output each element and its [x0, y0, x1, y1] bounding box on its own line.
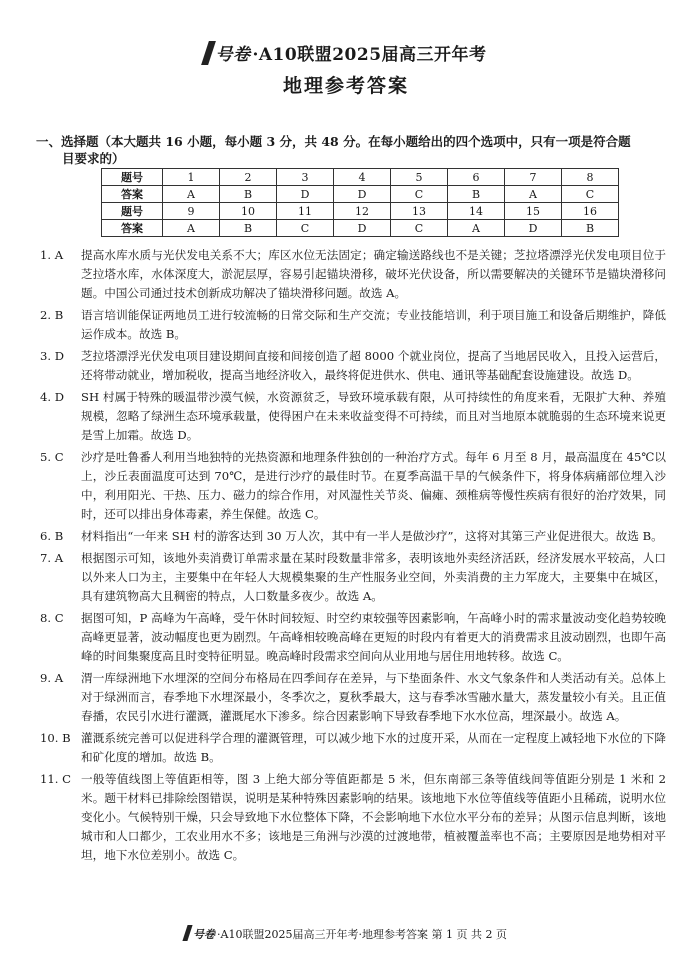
section-heading-line1: 一、选择题（本大题共 16 小题，每小题 3 分，共 48 分。在每小题给出的四个选项中，只有一项是符合题 — [36, 134, 631, 149]
footer-text: ·A10联盟2025届高三开年考·地理参考答案 第 1 页 共 2 页 — [217, 928, 507, 941]
item-text: 沙疗是吐鲁番人利用当地独特的光热资源和地理条件独创的一种治疗方式。每年 6 月至 8 月，最高温度在 45℃以上，沙丘表面温度可达到 70℃，是进行沙疗的最佳时节。在夏季高温干旱的气候条件下，将身体病痛部位埋入沙中，利用阳光、干热、压力、磁力的综合作用，对风湿性关节炎、偏瘫、颈椎病等慢性疾病有很好的治疗效果，同时，还可以排出身体毒素，养生保健。故选 C。 — [81, 450, 666, 521]
item-number: 7. A — [40, 551, 64, 565]
table-cell: 14 — [448, 203, 505, 220]
table-cell: 12 — [334, 203, 391, 220]
item-number: 4. D — [40, 390, 65, 404]
list-item — [36, 306, 666, 344]
table-cell: 11 — [277, 203, 334, 220]
page-subtitle: 地理参考答案 — [282, 75, 409, 97]
row-label-question: 题号 — [102, 169, 163, 186]
table-cell: B — [220, 186, 277, 203]
table-cell: A — [505, 186, 562, 203]
item-text: 芝拉塔漂浮光伏发电项目建设期间直接和间接创造了超 8000 个就业岗位，提高了当地居民收入，且投入运营后，还将带动就业，增加税收，提高当地经济收入，最终将促进供水、供电、通讯等基础配套设施建设。故选 D。 — [81, 349, 666, 382]
section-heading-line2: 目要求的） — [62, 151, 125, 166]
page-footer — [0, 925, 692, 942]
list-item — [36, 729, 666, 767]
list-item — [36, 770, 666, 865]
row-label-answer: 答案 — [102, 220, 163, 237]
table-cell: 10 — [220, 203, 277, 220]
item-text: 提高水库水质与光伏发电关系不大；库区水位无法固定；确定输送路线也不是关键；芝拉塔漂浮光伏发电项目位于芝拉塔水库，水体深度大，淤泥层厚，容易引起锚块滑移，破坏光伏设备，所以需要解决的关键环节是锚块滑移问题。中国公司通过技术创新成功解决了锚块滑移问题。故选 A。 — [81, 248, 666, 300]
list-item — [36, 669, 666, 726]
table-cell: B — [448, 186, 505, 203]
item-text: 一般等值线图上等值距相等，图 3 上绝大部分等值距都是 5 米，但东南部三条等值线间等值距分别是 1 米和 2 米。题干材料已排除绘图错误，说明是某种特殊因素影响的结果。该地地下水位等值线等值距小且稀疏，说明水位变化小。气候特别干燥，只会导致地下水位整体下降，不会影响地下水位水平分布的差异；从图示信息判断，该地城市和人口都少，工农业用水不多；该地是三角洲与沙漠的过渡地带，植被覆盖率也不高；主要原因是地势相对平坦，地下水位差别小。故选 C。 — [81, 772, 666, 862]
table-cell: 5 — [391, 169, 448, 186]
table-cell: 13 — [391, 203, 448, 220]
table-cell: D — [334, 186, 391, 203]
table-cell: C — [562, 186, 619, 203]
row-label-question: 题号 — [102, 203, 163, 220]
table-cell: D — [505, 220, 562, 237]
exam-title: ·A10联盟2025届高三开年考 — [252, 45, 487, 65]
table-cell: 4 — [334, 169, 391, 186]
list-item — [36, 388, 666, 445]
item-text: 据图可知，P 高峰为午高峰，受午休时间较短、时空约束较强等因素影响，午高峰小时的需求量波动变化趋势较晚高峰更显著，波动幅度也更为剧烈。午高峰相较晚高峰在更短的时段内有着更大的消费需求且波动剧烈，也即午高峰的时间集聚度高且时变特征明显。晚高峰时段需求空间向从业用地与居住用地转移。故选 C。 — [81, 611, 666, 663]
table-row — [102, 186, 619, 203]
table-cell: A — [163, 186, 220, 203]
table-cell: 15 — [505, 203, 562, 220]
list-item — [36, 609, 666, 666]
item-number: 3. D — [40, 349, 65, 363]
table-cell: C — [391, 186, 448, 203]
table-row — [102, 169, 619, 186]
brand-logo-icon — [182, 925, 192, 941]
item-number: 9. A — [40, 671, 64, 685]
table-cell: D — [277, 186, 334, 203]
item-text: SH 村属于特殊的暖温带沙漠气候，水资源贫乏，导致环境承载有限，从可持续性的角度来看，无限扩大种、养殖规模，忽略了绿洲生态环境承载量，使得困户在未来收益变得不可持续，而且对当地原本就脆弱的生态环境来说更是雪上加霜。故选 D。 — [81, 390, 666, 442]
table-cell: 2 — [220, 169, 277, 186]
item-number: 1. A — [40, 248, 64, 262]
table-cell: C — [277, 220, 334, 237]
table-cell: B — [220, 220, 277, 237]
table-cell: 6 — [448, 169, 505, 186]
table-cell: 16 — [562, 203, 619, 220]
item-number: 2. B — [40, 308, 64, 322]
table-cell: 1 — [163, 169, 220, 186]
list-item — [36, 448, 666, 524]
table-row — [102, 203, 619, 220]
item-text: 根据图示可知，该地外卖消费订单需求量在某时段数量非常多，表明该地外卖经济活跃，经济发展水平较高，人口以外来人口为主，主要集中在年轻人大规模集聚的生产性服务业空间，外卖消费的主力军庞大，主要集中在城区，具有建筑物高大且稠密的特点，人口数量多夜少。故选 A。 — [81, 551, 666, 603]
item-number: 5. C — [40, 450, 64, 464]
list-item — [36, 246, 666, 303]
table-row — [102, 220, 619, 237]
table-cell: A — [163, 220, 220, 237]
page-title — [0, 40, 692, 65]
table-cell: 7 — [505, 169, 562, 186]
answer-table — [101, 168, 619, 237]
item-text: 渭一库绿洲地下水埋深的空间分布格局在四季间存在差异，与下垫面条件、水文气象条件和人类活动有关。总体上对于绿洲而言，春季地下水埋深最小，冬季次之，夏秋季最大，这与春季冰雪融水量大，蒸发量较小有关。且正值春播，农民引水进行灌溉，灌溉尾水下渗多。综合因素影响下导致春季地下水水位高，埋深最小。故选 A。 — [81, 671, 666, 723]
list-item — [36, 527, 666, 546]
item-text: 语言培训能保证两地员工进行较流畅的日常交际和生产交流；专业技能培训，利于项目施工和设备后期维护，降低运作成本。故选 B。 — [81, 308, 666, 341]
table-cell: 8 — [562, 169, 619, 186]
table-cell: D — [334, 220, 391, 237]
list-item — [36, 549, 666, 606]
brand-name: 号卷 — [215, 45, 251, 65]
table-cell: A — [448, 220, 505, 237]
list-item — [36, 347, 666, 385]
title-block — [0, 40, 692, 98]
section-heading — [36, 133, 666, 167]
item-number: 11. C — [40, 772, 71, 786]
item-text: 材料指出“一年来 SH 村的游客达到 30 万人次，其中有一半人是做沙疗”，这将对其第三产业促进很大。故选 B。 — [81, 529, 663, 543]
footer-brand: 号卷 — [193, 928, 216, 941]
answer-explanations — [36, 246, 666, 868]
item-number: 6. B — [40, 529, 64, 543]
item-number: 10. B — [40, 731, 71, 745]
table-cell: C — [391, 220, 448, 237]
table-cell: 3 — [277, 169, 334, 186]
row-label-answer: 答案 — [102, 186, 163, 203]
table-cell: B — [562, 220, 619, 237]
table-cell: 9 — [163, 203, 220, 220]
item-text: 灌溉系统完善可以促进科学合理的灌溉管理，可以减少地下水的过度开采，从而在一定程度上减轻地下水位的下降和矿化度的增加。故选 B。 — [81, 731, 666, 764]
item-number: 8. C — [40, 611, 64, 625]
